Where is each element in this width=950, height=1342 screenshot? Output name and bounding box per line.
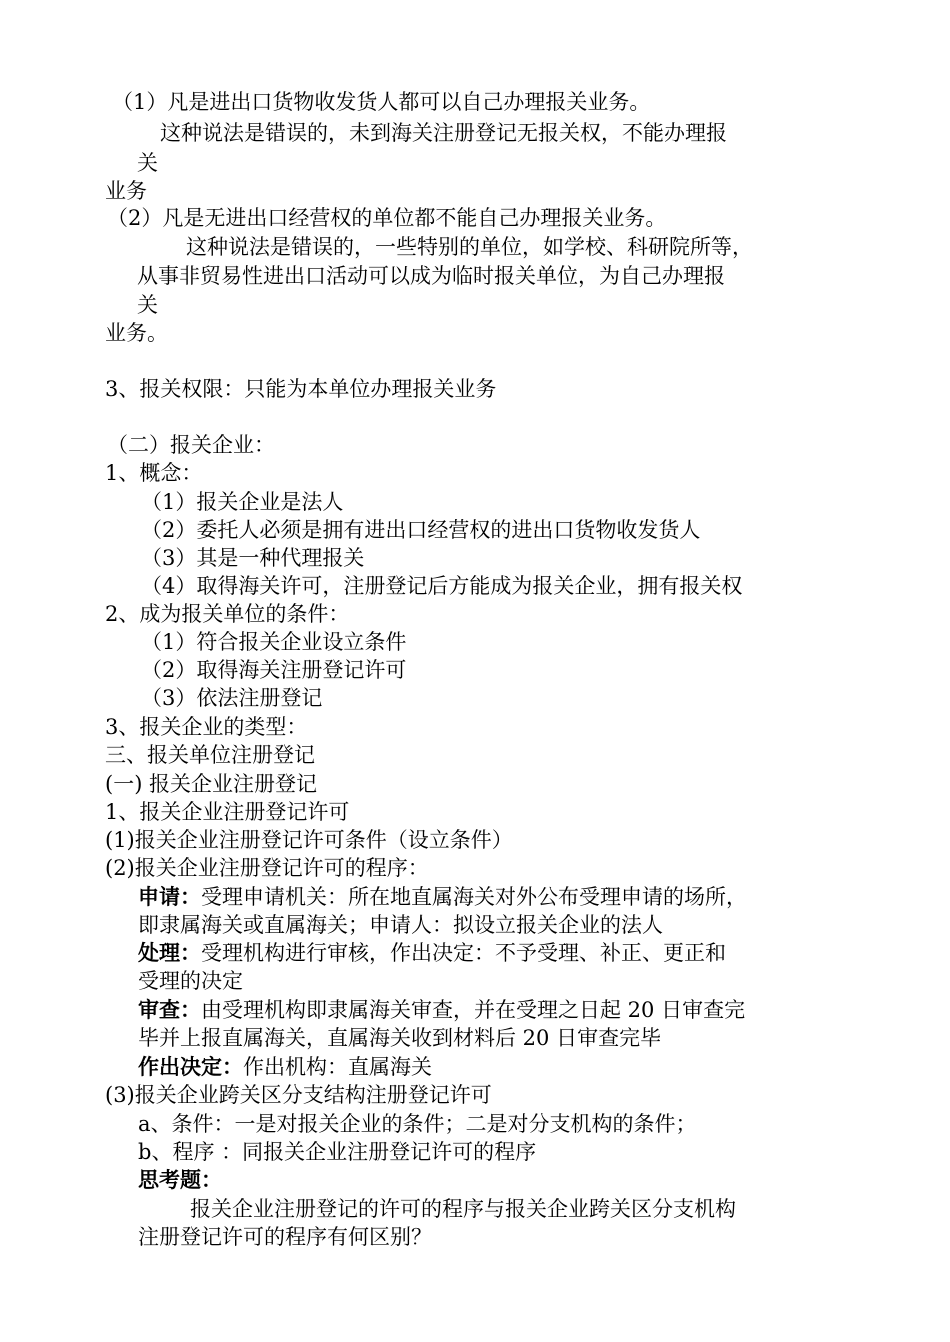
point-3-authority: 3、报关权限：只能为本单位办理报关业务 [105,377,497,401]
item-1-explanation-line3: 业务 [105,179,147,203]
item-2-explanation-line1: 这种说法是错误的，一些特别的单位，如学校、科研院所等， [186,235,753,259]
apply-step-line2: 即隶属海关或直属海关；申请人：拟设立报关企业的法人 [138,913,663,937]
item-1-statement: （1）凡是进出口货物收发货人都可以自己办理报关业务。 [112,90,651,114]
permit-procedure-line: (2)报关企业注册登记许可的程序： [105,856,429,880]
part-3-heading: 三、报关单位注册登记 [105,743,315,767]
decide-text: 作出机构：直属海关 [243,1055,432,1079]
subsection-1-heading: (一) 报关企业注册登记 [105,772,318,796]
concept-item-1: （1）报关企业是法人 [141,490,344,514]
review-step-line1 [138,996,745,1024]
item-2-explanation-line4: 业务。 [105,321,168,345]
apply-text-1: 受理申请机关：所在地直属海关对外公布受理申请的场所， [201,885,747,909]
branch-permit-heading: (3)报关企业跨关区分支结构注册登记许可 [105,1083,492,1107]
concept-heading: 1、概念： [105,461,203,485]
conditions-heading: 2、成为报关单位的条件： [105,602,350,626]
decide-label: 作出决定： [138,1054,243,1079]
item-1-explanation-line2: 关 [137,151,158,175]
handle-step-line2: 受理的决定 [138,969,243,993]
thinking-question-line2: 注册登记许可的程序有何区别？ [138,1225,432,1249]
thinking-question-line1: 报关企业注册登记的许可的程序与报关企业跨关区分支机构 [190,1197,736,1221]
item-2-explanation-line3: 关 [137,293,158,317]
review-label: 审查： [138,997,201,1022]
concept-item-4: （4）取得海关许可，注册登记后方能成为报关企业，拥有报关权 [141,574,743,598]
condition-item-1: （1）符合报关企业设立条件 [141,630,407,654]
condition-item-3: （3）依法注册登记 [141,686,323,710]
thinking-question-label: 思考题： [138,1167,222,1192]
section-heading-customs-broker: （二）报关企业： [107,433,275,457]
item-2-statement: （2）凡是无进出口经营权的单位都不能自己办理报关业务。 [107,206,667,230]
permit-conditions-line: (1)报关企业注册登记许可条件（设立条件） [105,828,513,852]
types-heading: 3、报关企业的类型： [105,715,308,739]
decide-step-line [138,1053,432,1081]
apply-label: 申请： [138,884,201,909]
concept-item-2: （2）委托人必须是拥有进出口经营权的进出口货物收发货人 [141,518,701,542]
handle-text-1: 受理机构进行审核，作出决定：不予受理、补正、更正和 [201,941,726,965]
apply-step-line1 [138,883,747,911]
item-1-explanation-line1: 这种说法是错误的，未到海关注册登记无报关权，不能办理报 [160,121,727,145]
subsection-1-1-heading: 1、报关企业注册登记许可 [105,800,350,824]
review-text-1: 由受理机构即隶属海关审查，并在受理之日起 20 日审查完 [201,998,746,1022]
handle-step-line1 [138,939,726,967]
item-2-explanation-line2: 从事非贸易性进出口活动可以成为临时报关单位，为自己办理报 [137,264,725,288]
branch-procedure-line: b、程序 ：同报关企业注册登记许可的程序 [138,1140,537,1164]
condition-item-2: （2）取得海关注册登记许可 [141,658,407,682]
concept-item-3: （3）其是一种代理报关 [141,546,365,570]
branch-conditions-line: a、条件：一是对报关企业的条件；二是对分支机构的条件； [138,1112,697,1136]
review-step-line2: 毕并上报直属海关，直属海关收到材料后 20 日审查完毕 [138,1026,662,1050]
handle-label: 处理： [138,940,201,965]
